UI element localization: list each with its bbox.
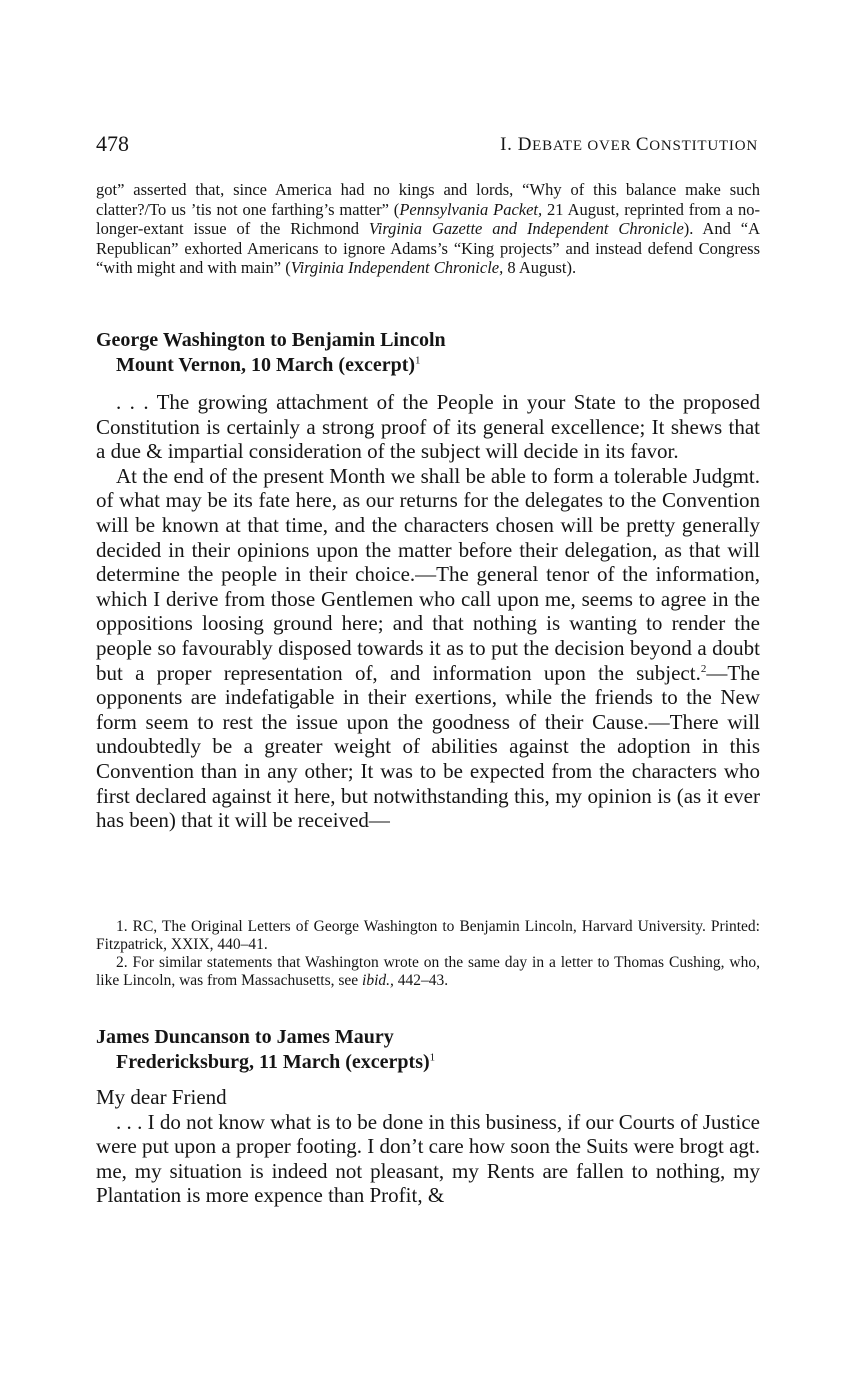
continued-footnote-text: got” asserted that, since America had no kings and lords, “Why of this balance make such clatter?/To us ’tis not one farthing’s matter” (Pennsylvania Packet, 21 August, reprinted from a no-longer-extant issue of the Richmond Virginia Gazette and Independent Chronicle). And “A Republican” exhorted Americans to ignore Adams’s “King projects” and instead defend Congress “with might and with main” (Virginia Independent Chronicle, 8 August). (96, 180, 760, 277)
paragraph: At the end of the present Month we shall be able to form a tolerable Judgmt. of what may be its fate here, as our returns for the delegates to the Convention will be known at that time, and the characters chosen will be pretty generally decided in their opinions upon the matter before their delegation, as that will determine the people in their choice.—The general tenor of the information, which I derive from those Gentlemen who call upon me, seems to agree in the oppositions loosing ground here; and that nothing is wanting to render the people so favourably disposed towards it as to put the decision beyond a doubt but a proper representation of, and information upon the subject.$^2$—The opponents are indefatigable in their exertions, while the friends to the New form seem to rest the issue upon the goodness of their Cause.—There will undoubtedly be a greater weight of abilities against the adoption in this Convention than in any other; It was to be expected from the characters who first declared against it here, but notwithstanding this, my opinion is (as it ever has been) that it will be received— (96, 463, 760, 833)
letter-dateline: Mount Vernon, 10 March (excerpt)$^1$ (116, 354, 421, 376)
paragraph: . . . I do not know what is to be done in this business, if our Courts of Justice were put upon a proper footing. I don’t care how soon the Suits were brogt agt. me, my situation is indeed not pleasant, my Rents are fallen to nothing, my Plantation is more expence than Profit, & (96, 1109, 760, 1208)
letter-title: James Duncanson to James Maury (96, 1026, 394, 1048)
letter-heading-duncanson (96, 1025, 766, 1075)
running-title: I. DEBATE OVER CONSTITUTION (500, 134, 758, 155)
footnote-marker: 1 (415, 354, 421, 367)
paragraph: . . . The growing attachment of the People in your State to the proposed Constitution is certainly a strong proof of its general excellence; It shews that a due & impartial consideration of the subject will decide in its favor. (96, 390, 760, 464)
letter-body-duncanson (96, 1085, 760, 1208)
footnotes (96, 918, 760, 990)
footnote-marker: 2 (700, 662, 707, 675)
letter-dateline: Fredericksburg, 11 March (excerpts)$^1$ (116, 1051, 436, 1073)
footnote-marker: 1 (429, 1051, 436, 1064)
footnote: 2. For similar statements that Washington wrote on the same day in a letter to Thomas Cushing, who, like Lincoln, was from Massachusetts, see ibid., 442–43. (96, 954, 760, 989)
letter-title: George Washington to Benjamin Lincoln (96, 329, 446, 351)
letter-heading-washington (96, 328, 766, 378)
salutation: My dear Friend (96, 1085, 227, 1109)
letter-body-washington (96, 390, 760, 833)
page-number: 478 (96, 131, 129, 156)
footnote: 1. RC, The Original Letters of George Washington to Benjamin Lincoln, Harvard University. Printed: Fitzpatrick, XXIX, 440–41. (96, 918, 760, 953)
